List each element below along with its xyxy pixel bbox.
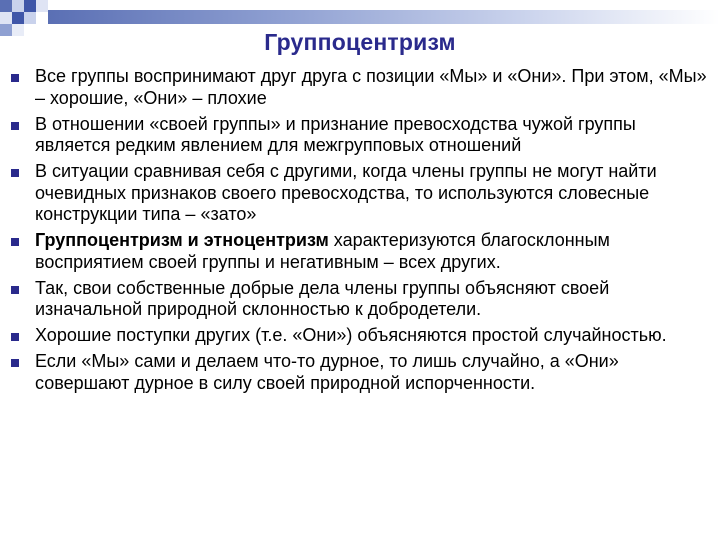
bullet-item-2 (0, 114, 720, 157)
bullet-text: В ситуации сравнивая себя с другими, когда члены группы не могут найти очевидных признаков своего превосходства, то используются словесные конструкции типа – «зато» (35, 161, 657, 224)
bullet-bold-term: Группоцентризм и этноцентризм (35, 230, 329, 250)
bullet-text: В отношении «своей группы» и признание превосходства чужой группы является редким явлением для межгрупповых отношений (35, 113, 636, 155)
square-bullet-icon (11, 238, 19, 246)
square-bullet-icon (11, 169, 19, 177)
bullet-list (0, 66, 720, 399)
square-bullet-icon (11, 122, 19, 130)
bullet-text: характеризуются благосклонным восприятием своей группы и негативным – всех других. (35, 230, 610, 272)
slide-title: Группоцентризм (264, 29, 456, 55)
bullet-item-3 (0, 161, 720, 226)
bullet-item-4 (0, 230, 720, 273)
square-bullet-icon (11, 359, 19, 367)
bullet-item-5 (0, 278, 720, 321)
bullet-item-1 (0, 66, 720, 109)
bullet-item-6 (0, 325, 720, 347)
bullet-text: Хорошие поступки других (т.е. «Они») объясняются простой случайностью. (35, 325, 667, 345)
square-bullet-icon (11, 286, 19, 294)
bullet-item-7 (0, 351, 720, 394)
square-bullet-icon (11, 333, 19, 341)
square-bullet-icon (11, 74, 19, 82)
bullet-text: Так, свои собственные добрые дела члены группы объясняют своей изначальной природной склонностью к добродетели. (35, 277, 610, 319)
title-gradient-bar (48, 10, 720, 24)
bullet-text: Если «Мы» сами и делаем что-то дурное, то лишь случайно, а «Они» совершают дурное в силу своей природной испорченности. (35, 351, 619, 393)
bullet-text: Все группы воспринимают друг друга с позиции «Мы» и «Они». При этом, «Мы» – хорошие, «Они» – плохие (35, 66, 707, 108)
